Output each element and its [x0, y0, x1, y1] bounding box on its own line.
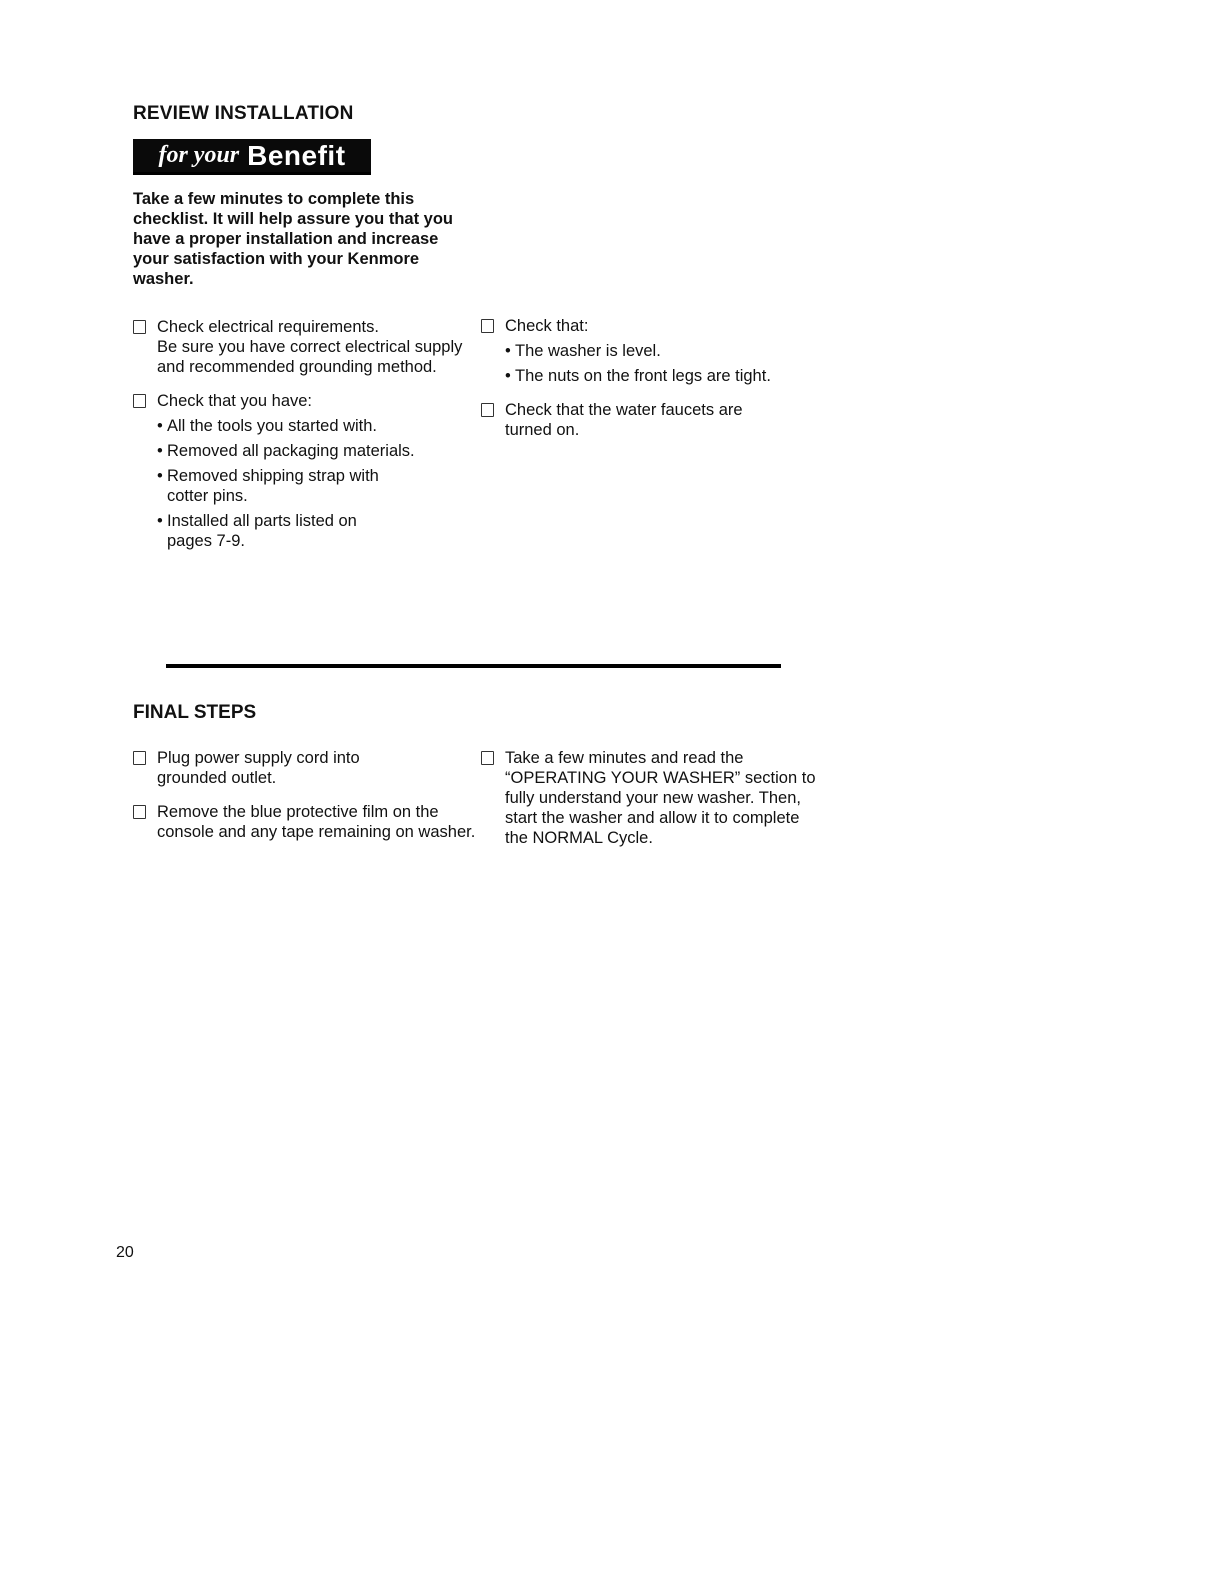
- final-item-remove-film: [133, 802, 487, 842]
- checkbox-icon[interactable]: [481, 403, 494, 417]
- checkbox-icon[interactable]: [481, 751, 494, 765]
- checkbox-icon[interactable]: [481, 319, 494, 333]
- checkbox-icon[interactable]: [133, 805, 146, 819]
- checklist-item-title: Check that you have:: [157, 392, 313, 410]
- bullet-item: • The nuts on the front legs are tight.: [481, 366, 801, 386]
- final-steps-heading: FINAL STEPS: [133, 702, 257, 723]
- checklist-item-check-you-have: [133, 391, 463, 411]
- bullet-item: • Installed all parts listed on pages 7-9.: [133, 511, 387, 551]
- checkbox-icon[interactable]: [133, 320, 146, 334]
- for-your-benefit-badge: [133, 139, 371, 175]
- bullet-item: • The washer is level.: [481, 341, 801, 361]
- checklist-item-text: Be sure you have correct electrical supply and recommended grounding method.: [157, 338, 463, 376]
- bullet-item: • All the tools you started with.: [133, 416, 463, 436]
- bullet-item: • Removed shipping strap with cotter pins.: [133, 466, 397, 506]
- review-installation-heading: REVIEW INSTALLATION: [133, 103, 354, 124]
- final-item-text: Take a few minutes and read the “OPERATING YOUR WASHER” section to fully understand your new washer. Then, start the washer and allow it to complete the NORMAL Cycle.: [505, 749, 816, 847]
- intro-text: Take a few minutes to complete this checklist. It will help assure you that you have a proper installation and increase your satisfaction with your Kenmore washer.: [133, 190, 454, 288]
- review-column-right: [481, 316, 801, 440]
- checklist-item-check-that: [481, 316, 801, 336]
- badge-benefit: Benefit: [247, 139, 346, 171]
- final-column-left: [133, 748, 476, 842]
- page-number: 20: [116, 1244, 134, 1261]
- checkbox-icon[interactable]: [133, 394, 146, 408]
- section-divider: [166, 664, 781, 668]
- final-item-text: Plug power supply cord into grounded outlet.: [157, 749, 360, 787]
- checklist-item-title: Check that:: [505, 317, 589, 335]
- checklist-item-title: Check electrical requirements.: [157, 318, 379, 336]
- badge-for-your: for your: [158, 142, 240, 168]
- checklist-item-faucets: [481, 400, 790, 440]
- checkbox-icon[interactable]: [133, 751, 146, 765]
- bullet-item: • Removed all packaging materials.: [133, 441, 463, 461]
- final-column-right: [481, 748, 816, 848]
- checklist-item-title: Check that the water faucets are turned on.: [505, 401, 743, 439]
- final-item-text: Remove the blue protective film on the console and any tape remaining on washer.: [157, 803, 476, 841]
- review-column-left: [133, 317, 463, 551]
- final-item-plug: [133, 748, 397, 788]
- final-item-read-manual: [481, 748, 820, 848]
- checklist-item-electrical: [133, 317, 463, 377]
